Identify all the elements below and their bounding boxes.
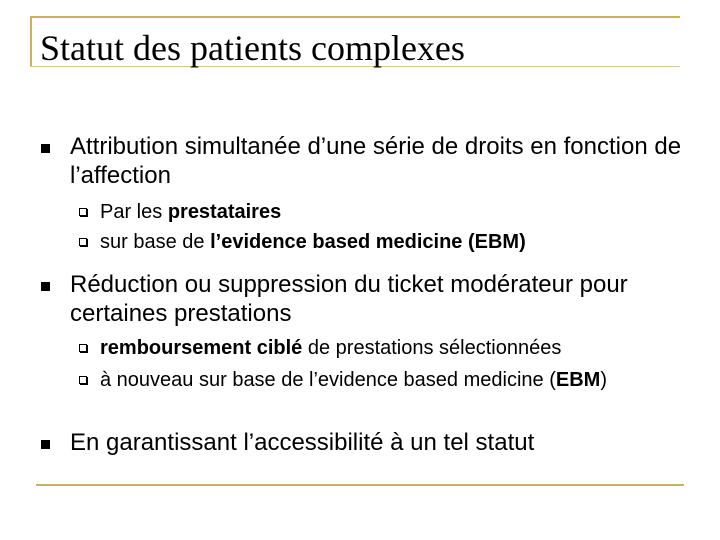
hollow-square-bullet-icon	[79, 344, 87, 352]
subbullet-item-2-2	[100, 368, 680, 392]
subbullet-text-plain: sur base de	[100, 231, 211, 253]
subbullet-item-1-2	[100, 230, 690, 254]
bullet-item-3	[70, 428, 690, 457]
bullet-text: Attribution simultanée d’une série de droits en fonction de l’affection	[70, 133, 682, 189]
subbullet-text-bold: EBM	[555, 369, 601, 391]
bullet-item-1	[70, 132, 690, 190]
bullet-text: En garantissant l’accessibilité à un tel statut	[70, 429, 535, 456]
slide-title: Statut des patients complexes	[40, 28, 465, 68]
subbullet-text-bold: prestataires	[167, 201, 282, 223]
top-border-line	[30, 16, 680, 18]
subbullet-text-plain: de prestations sélectionnées	[302, 337, 562, 359]
hollow-square-bullet-icon	[79, 376, 87, 384]
subbullet-text-bold: l’evidence based medicine (EBM)	[210, 231, 526, 253]
bottom-border-line	[36, 484, 684, 486]
filled-square-bullet-icon	[41, 144, 50, 153]
left-border-line	[30, 16, 32, 66]
subbullet-text-bold: remboursement ciblé	[100, 337, 303, 359]
bullet-item-2	[70, 270, 690, 328]
filled-square-bullet-icon	[41, 282, 50, 291]
hollow-square-bullet-icon	[79, 238, 87, 246]
subbullet-text-plain: Par les	[100, 201, 168, 223]
subbullet-item-1-1	[100, 200, 690, 224]
filled-square-bullet-icon	[41, 440, 50, 449]
bullet-text: Réduction ou suppression du ticket modérateur pour certaines prestations	[70, 271, 628, 327]
subbullet-text-plain: à nouveau sur base de l’evidence based medicine (	[100, 369, 556, 391]
subbullet-item-2-1	[100, 336, 690, 360]
subbullet-text-plain-end: )	[600, 369, 607, 391]
hollow-square-bullet-icon	[79, 208, 87, 216]
